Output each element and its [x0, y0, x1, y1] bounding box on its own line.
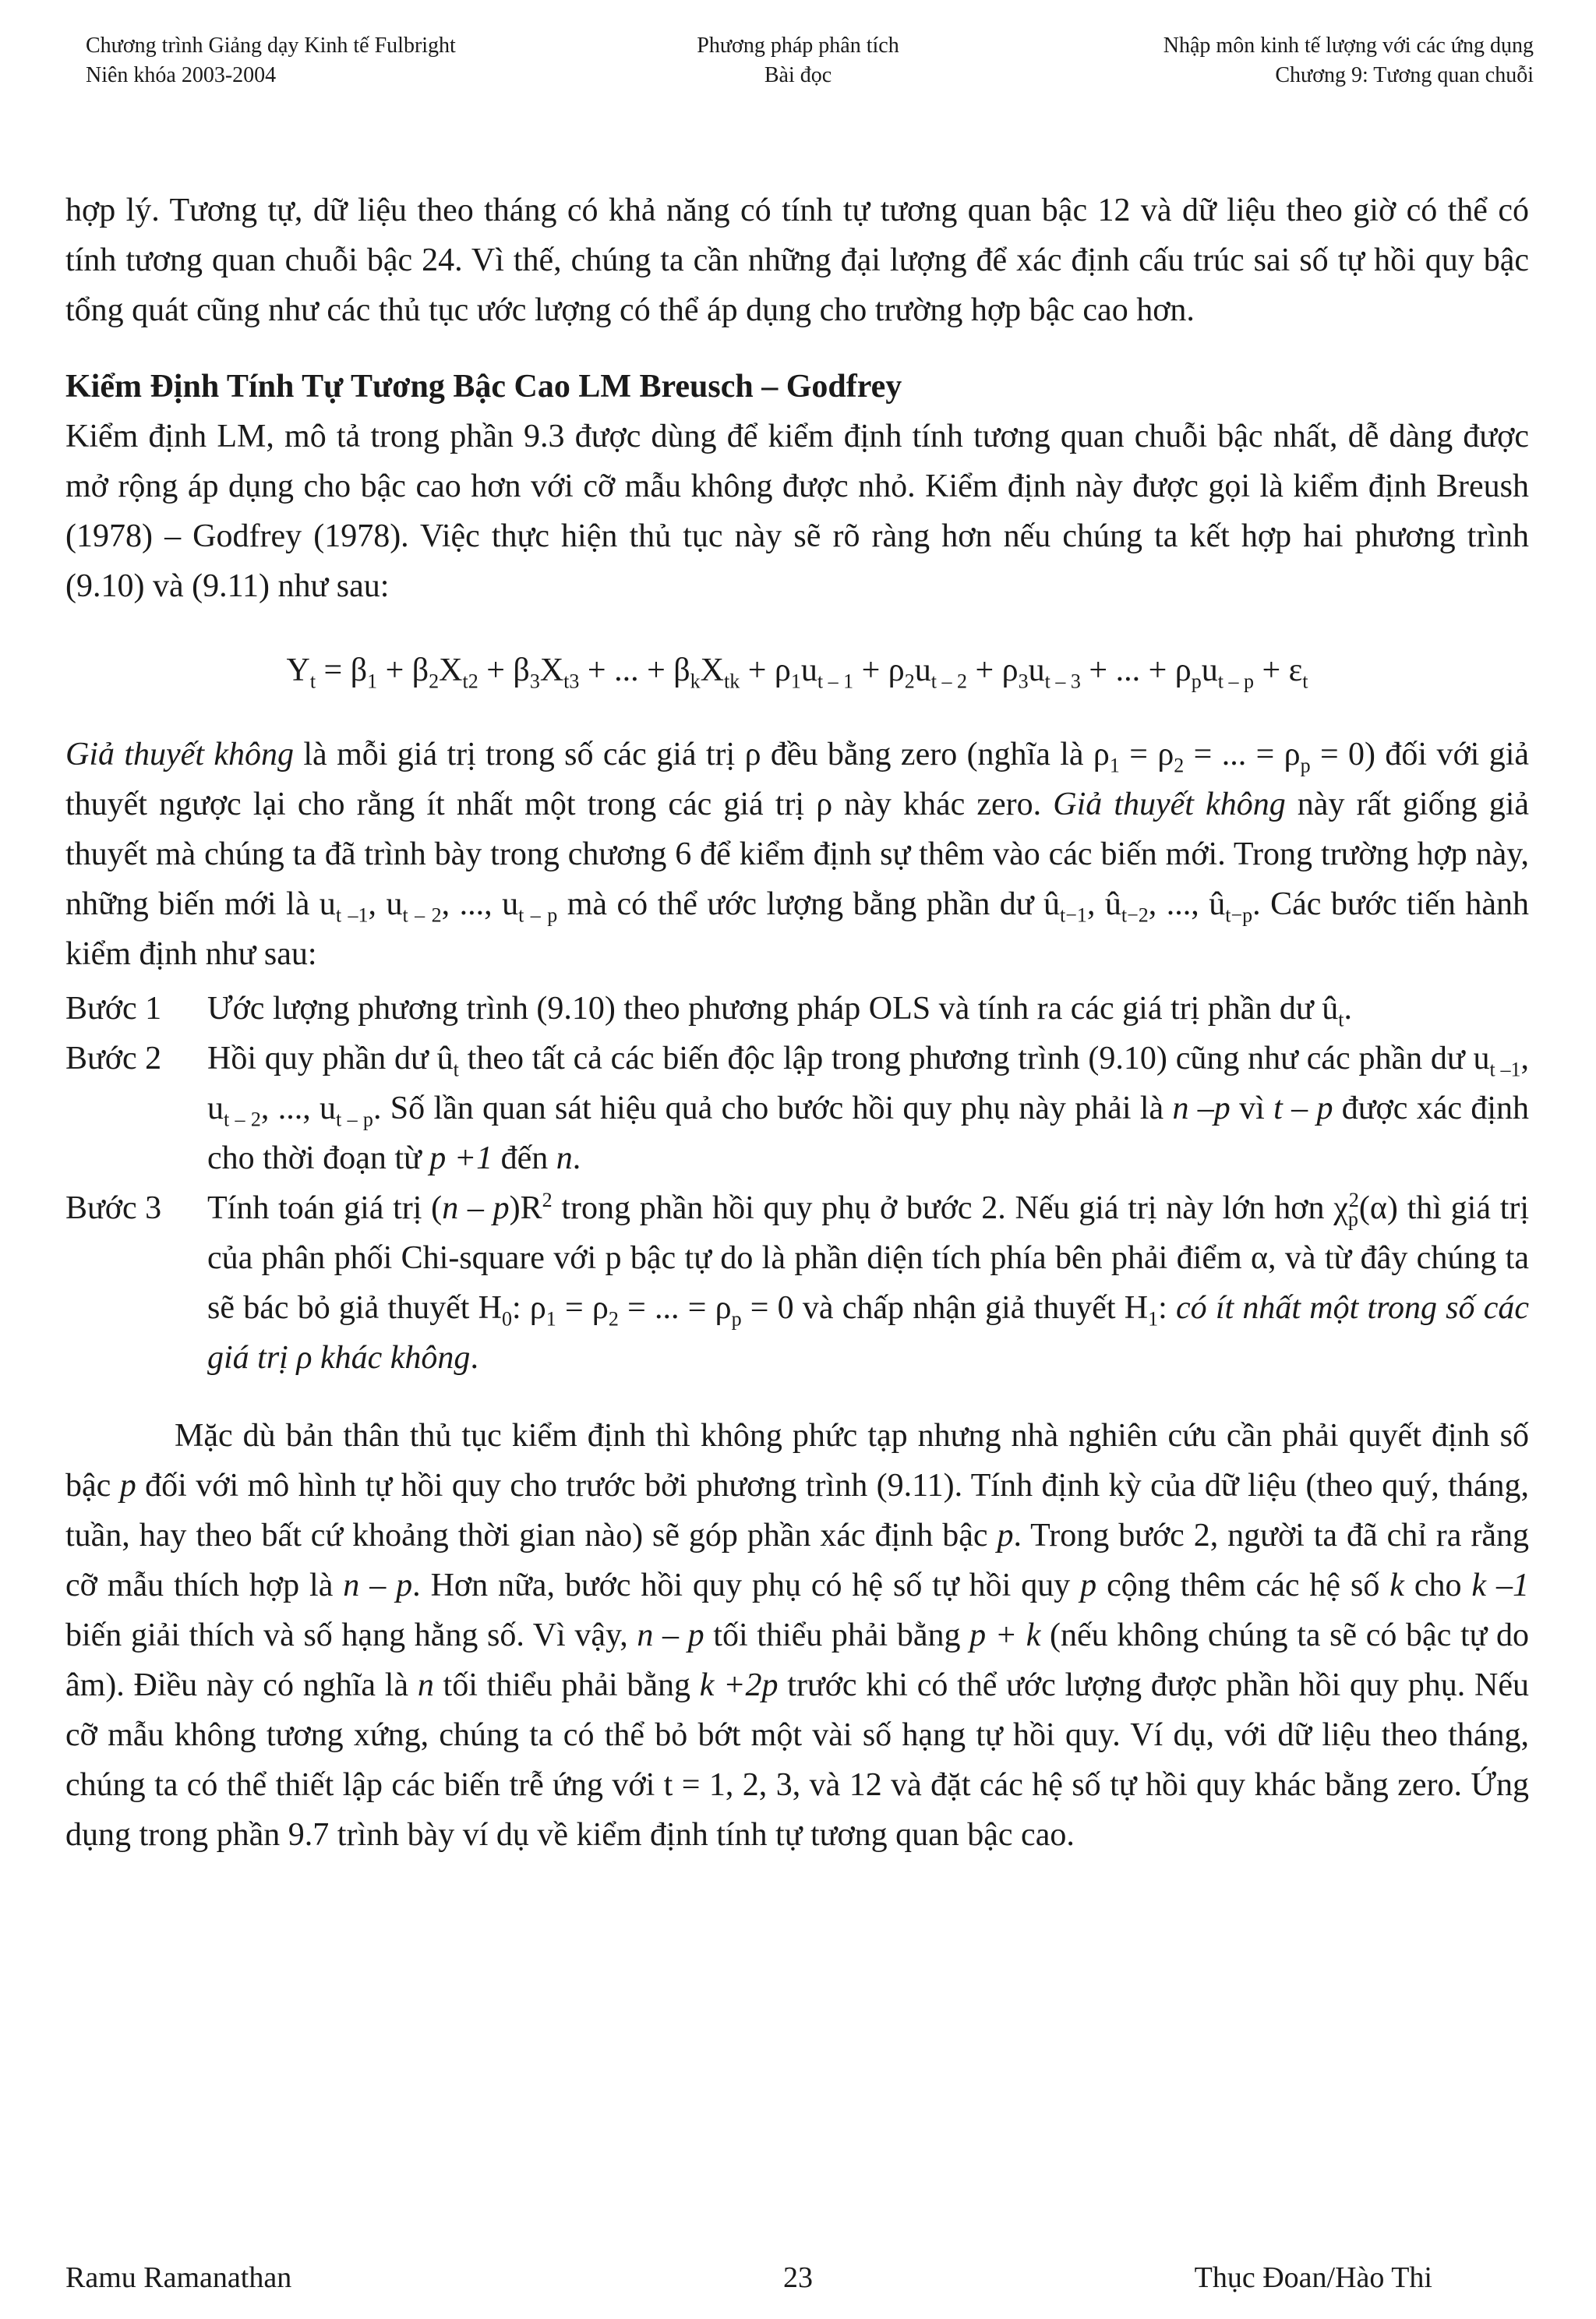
step-1-text: Ước lượng phương trình (9.10) theo phương pháp OLS và tính ra các giá trị phần dư $û_t$. [207, 991, 1352, 1031]
term-null-hypothesis: Giả thuyết không [65, 737, 295, 772]
step-1-label: Bước 1 [65, 991, 162, 1027]
step-2 [65, 1034, 1529, 1183]
null-hypothesis-paragraph: Giả thuyết không là mỗi giá trị trong số các giá trị ρ đều bằng zero (nghĩa là $\rho_1 = \rho_2$ = ... = $\rho_p = 0$) đối với giả thuyết ngược lại cho rằng ít nhất một trong các giá trị ρ này khác zero. Giả thuyết không này rất giống giả thuyết mà chúng ta đã trình bày trong chương 6 để kiểm định sự thêm vào các biến mới. Trong trường hợp này, những biến mới là $u_{t -1}$, $u_{t - 2}$, ..., $u_{t - p}$ mà có thể ước lượng bằng phần dư $û_{t-1}$, $û_{t-2}$, ..., $û_{t-p}$. Các bước tiến hành kiểm định như sau: [65, 737, 1530, 972]
step-2-label: Bước 2 [65, 1041, 162, 1076]
step-3-label: Bước 3 [65, 1190, 162, 1226]
step-1 [65, 984, 1529, 1034]
page-number: 23 [783, 2261, 813, 2294]
footer-translators: Thục Đoan/Hào Thi [1194, 2261, 1432, 2294]
term-null-hypothesis-2: Giả thuyết không [1053, 787, 1286, 822]
section-intro: Kiểm định LM, mô tả trong phần 9.3 được dùng để kiểm định tính tương quan chuỗi bậc nhất, dễ dàng được mở rộng áp dụng cho bậc cao hơn với cỡ mẫu không được nhỏ. Kiểm định này được gọi là kiểm định Breush (1978) – Godfrey (1978). Việc thực hiện thủ tục này sẽ rõ ràng hơn nếu chúng ta kết hợp hai phương trình (9.10) và (9.11) như sau: [65, 419, 1529, 604]
footer-author: Ramu Ramanathan [65, 2261, 292, 2294]
page-body [65, 186, 1529, 1860]
book-title: Nhập môn kinh tế lượng với các ứng dụng [1163, 34, 1534, 58]
course-name: Phương pháp phân tích [697, 34, 899, 58]
step-2-text: Hồi quy phần dư $û_t$ theo tất cả các biến độc lập trong phương trình (9.10) cũng như các phần dư $u_{t -1}$, $u_{t - 2}$, ..., $u_{t - p}$. Số lần quan sát hiệu quả cho bước hồi quy phụ này phải là n –p vì t – p được xác định cho thời đoạn từ p +1 đến n. [207, 1041, 1530, 1176]
step-3-text: Tính toán giá trị $(n - p)R^2$ trong phần hồi quy phụ ở bước 2. Nếu giá trị này lớn hơn $\chi_p^2(\alpha)$ thì giá trị của phân phối Chi-square với p bậc tự do là phần diện tích phía bên phải điểm α, và từ đây chúng ta sẽ bác bỏ giả thuyết $H_0$: $\rho_1 = \rho_2$ = ... = $\rho_p = 0$ và chấp nhận giả thuyết $H_1$: có ít nhất một trong số các giá trị ρ khác không. [207, 1189, 1530, 1376]
program-name: Chương trình Giảng dạy Kinh tế Fulbright [86, 34, 456, 58]
intro-paragraph: hợp lý. Tương tự, dữ liệu theo tháng có khả năng có tính tự tương quan bậc 12 và dữ liệu theo giờ có thể có tính tương quan chuỗi bậc 24. Vì thế, chúng ta cần những đại lượng để xác định cấu trúc sai số tự hồi quy bậc tổng quát cũng như các thủ tục ước lượng có thể áp dụng cho trường hợp bậc cao hơn. [65, 193, 1529, 328]
step-3 [65, 1183, 1529, 1383]
section-heading: Kiểm Định Tính Tự Tương Bậc Cao LM Breusch – Godfrey [65, 369, 902, 405]
document-type: Bài đọc [764, 63, 832, 87]
academic-year: Niên khóa 2003-2004 [86, 63, 277, 87]
combined-equation [65, 645, 1529, 695]
chapter-title: Chương 9: Tương quan chuỗi [1275, 63, 1534, 87]
formula-source [0, 0, 1, 1]
test-steps [65, 984, 1529, 1383]
header-right [1163, 31, 1534, 90]
closing-paragraph: Mặc dù bản thân thủ tục kiểm định thì không phức tạp nhưng nhà nghiên cứu cần phải quyết định số bậc p đối với mô hình tự hồi quy cho trước bởi phương trình (9.11). Tính định kỳ của dữ liệu (theo quý, tháng, tuần, hay theo bất cứ khoảng thời gian nào) sẽ góp phần xác định bậc p. Trong bước 2, người ta đã chỉ ra rằng cỡ mẫu thích hợp là n – p. Hơn nữa, bước hồi quy phụ có hệ số tự hồi quy p cộng thêm các hệ số k cho k –1 biến giải thích và số hạng hằng số. Vì vậy, n – p tối thiểu phải bằng p + k (nếu không chúng ta sẽ có bậc tự do âm). Điều này có nghĩa là n tối thiểu phải bằng k +2p trước khi có thể ước lượng được phần hồi quy phụ. Nếu cỡ mẫu không tương xứng, chúng ta có thể bỏ bớt một vài số hạng tự hồi quy. Ví dụ, với dữ liệu theo tháng, chúng ta có thể thiết lập các biến trễ ứng với t = 1, 2, 3, và 12 và đặt các hệ số tự hồi quy khác bằng zero. Ứng dụng trong phần 9.7 trình bày ví dụ về kiểm định tính tự tương quan bậc cao. [65, 1418, 1530, 1853]
formula-rendered: $Y_t = \beta_1 + \beta_2X_{t2} + \beta_3X_{t3}$ + ... + $\beta_kX_{tk} + \rho_1u_{t - 1} + \rho_2u_{t - 2} + \rho_3u_{t - 3}$ + ... + $\rho_pu_{t - p} + \varepsilon_t$ [286, 652, 1308, 693]
